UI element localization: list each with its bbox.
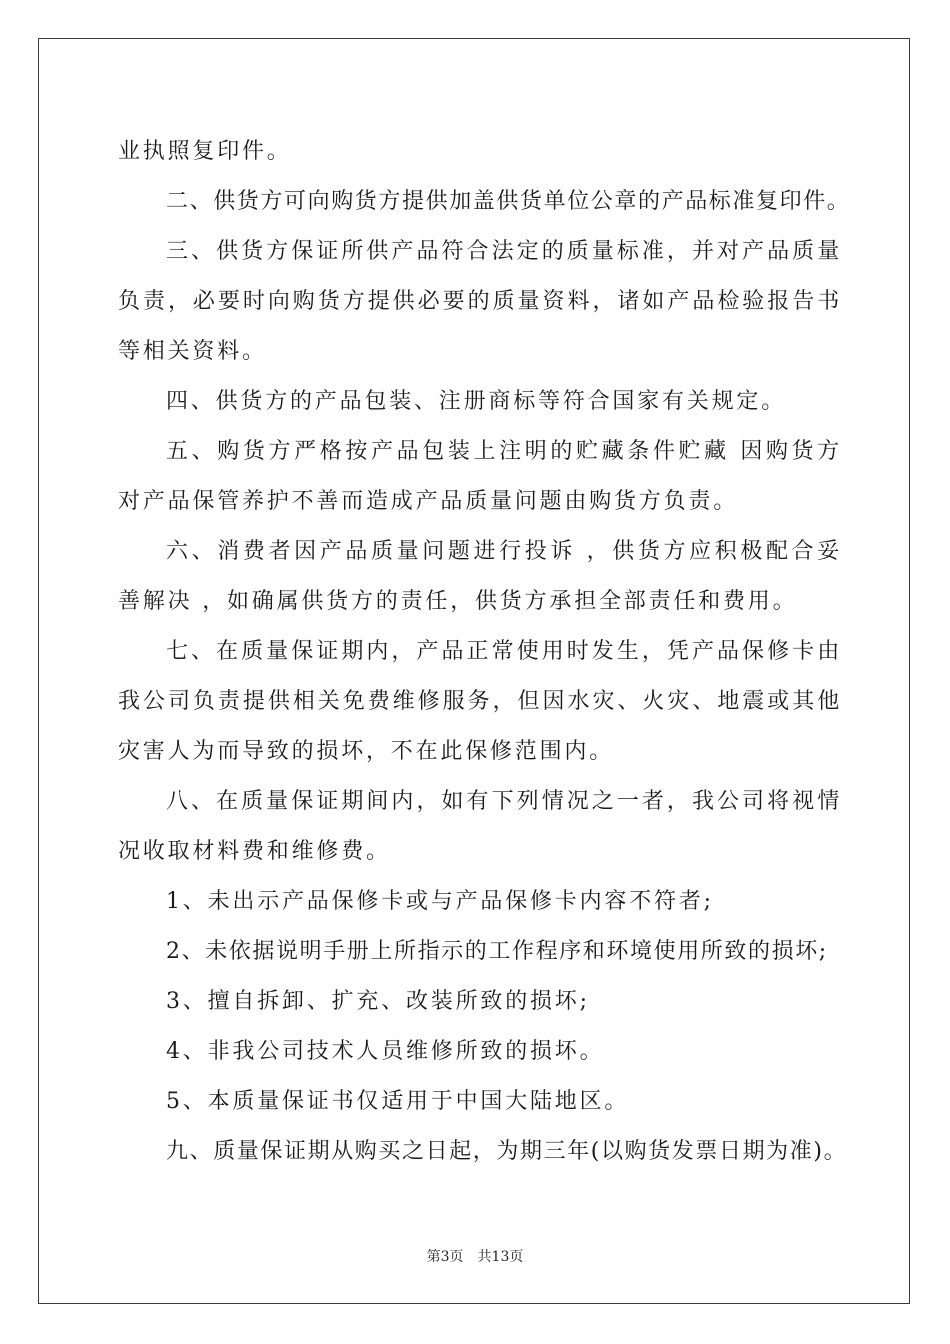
list-item-4: 4、非我公司技术人员维修所致的损坏。 [166, 1039, 605, 1064]
list-item-2: 2、未依据说明手册上所指示的工作程序和环境使用所致的损坏; [166, 939, 828, 964]
document-body [118, 127, 851, 1177]
paragraph-7: 八、在质量保证期间内，如有下列情况之一者，我公司将视情况收取材料费和维修费。 [118, 789, 842, 864]
list-item-3: 3、擅自拆卸、扩充、改装所致的损坏; [166, 989, 590, 1014]
page-number: 第3页 [426, 1249, 464, 1265]
paragraph-3: 四、供货方的产品包装、注册商标等符合国家有关规定。 [166, 389, 787, 414]
paragraph-2: 三、供货方保证所供产品符合法定的质量标准，并对产品质量负责，必要时向购货方提供必要的质量资料，诸如产品检验报告书等相关资料。 [118, 239, 842, 364]
list-item-5: 5、本质量保证书仅适用于中国大陆地区。 [166, 1089, 630, 1114]
paragraph-4: 五、购货方严格按产品包装上注明的贮藏条件贮藏 因购货方对产品保管养护不善而造成产品质量问题由购货方负责。 [118, 439, 842, 514]
paragraph-6: 七、在质量保证期内，产品正常使用时发生，凭产品保修卡由我公司负责提供相关免费维修服务，但因水灾、火灾、地震或其他灾害人为而导致的损坏，不在此保修范围内。 [118, 639, 842, 764]
paragraph-0: 业执照复印件。 [118, 139, 292, 164]
page-total: 共13页 [477, 1249, 524, 1265]
paragraph-5: 六、消费者因产品质量问题进行投诉 ，供货方应积极配合妥善解决 ，如确属供货方的责任，供货方承担全部责任和费用。 [118, 539, 842, 614]
paragraph-9: 九、质量保证期从购买之日起，为期三年(以购货发票日期为准)。 [166, 1139, 848, 1164]
paragraph-1: 二、供货方可向购货方提供加盖供货单位公章的产品标准复印件。 [166, 189, 851, 214]
page-footer [0, 1246, 950, 1266]
list-item-1: 1、未出示产品保修卡或与产品保修卡内容不符者; [166, 889, 714, 914]
